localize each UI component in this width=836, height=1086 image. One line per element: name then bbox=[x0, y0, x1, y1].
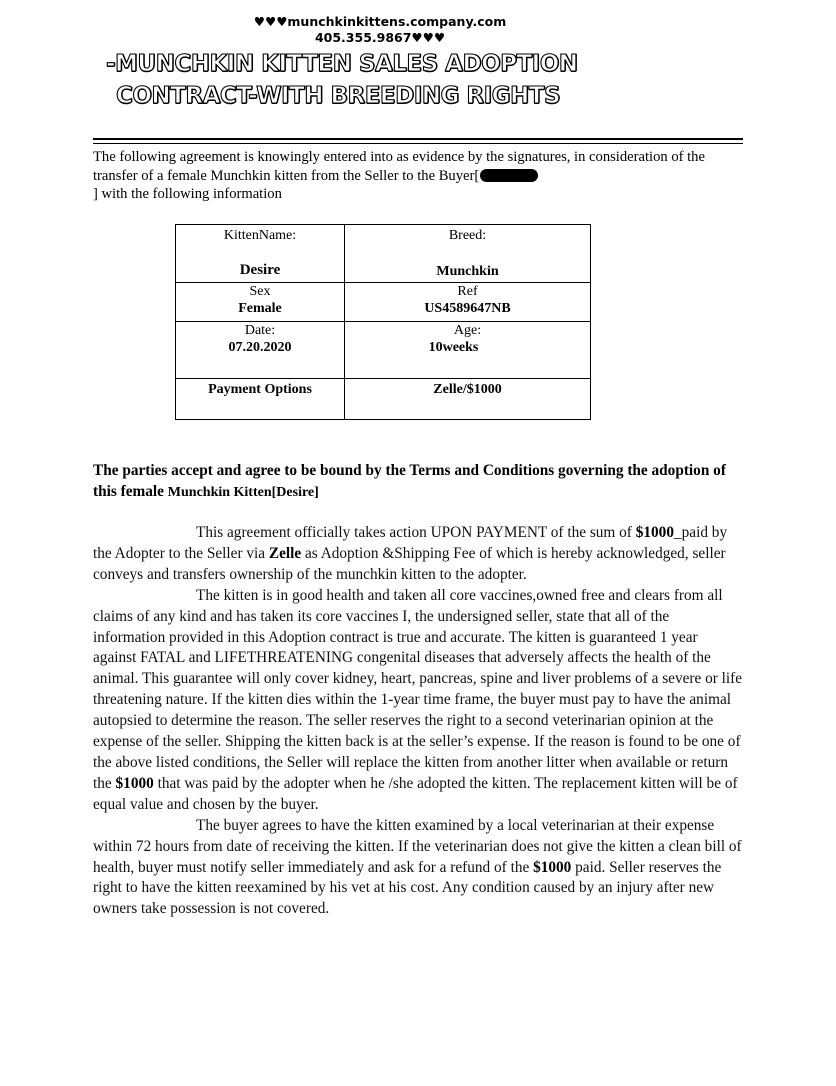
terms-heading bbox=[93, 460, 743, 503]
p3-amount: $1000 bbox=[533, 858, 572, 876]
payment-value-cell bbox=[345, 379, 591, 420]
contract-title bbox=[106, 48, 746, 112]
sex-label: Sex bbox=[249, 284, 271, 299]
p1-amount: $1000 bbox=[635, 524, 674, 541]
payment-label-cell bbox=[176, 379, 345, 420]
ref-value: US4589647NB bbox=[424, 301, 511, 316]
kitten-name-value: Desire bbox=[239, 262, 281, 278]
phone-line: 405.355.9867♥♥♥ bbox=[314, 30, 446, 45]
ref-label: Ref bbox=[457, 284, 478, 299]
breed-cell bbox=[345, 225, 591, 283]
intro-text-a: The following agreement is knowingly entered into as evidence by the signatures, in consideration of the transfer of a female bbox=[93, 149, 705, 184]
paragraph-vet-exam bbox=[93, 816, 743, 921]
table-row bbox=[176, 322, 591, 379]
payment-value: Zelle/$1000 bbox=[433, 382, 502, 397]
p2-text-b: that was paid by the adopter when he /she adopted the kitten. The replacement kitten will be of equal value and chosen by the buyer. bbox=[93, 774, 738, 813]
p3-text-b: paid. Seller reserves the right to have the kitten reexamined by his vet at his cost. Any condition caused by an injury after new owners take possession is not covered. bbox=[93, 858, 722, 918]
website-line: ♥♥♥munchkinkittens.company.com bbox=[253, 14, 507, 29]
date-label: Date: bbox=[244, 323, 276, 338]
breed-value: Munchkin bbox=[436, 264, 499, 279]
title-line-2: CONTRACT-WITH BREEDING RIGHTS bbox=[116, 83, 561, 109]
table-row bbox=[176, 225, 591, 283]
p3-text-a: The buyer agrees to have the kitten examined by a local veterinarian at their expense within 72 hours from date of receiving the kitten. If the veterinarian does not give the kitten a clean bill of health, buyer must notify seller immediately and ask for a refund of the bbox=[93, 816, 742, 876]
table-row bbox=[176, 379, 591, 420]
table-row bbox=[176, 283, 591, 322]
age-cell bbox=[345, 322, 591, 379]
p1-method: Zelle bbox=[268, 544, 302, 562]
paragraph-payment bbox=[93, 523, 743, 586]
title-line-1: -MUNCHKIN KITTEN SALES ADOPTION bbox=[106, 51, 578, 77]
kitten-name-cell bbox=[176, 225, 345, 283]
terms-line-b: Munchkin Kitten[Desire] bbox=[167, 485, 319, 500]
contract-body bbox=[93, 523, 743, 920]
age-value: 10weeks bbox=[428, 340, 479, 355]
p2-amount: $1000 bbox=[115, 774, 154, 792]
p1-text-b: _paid by the Adopter to the Seller via bbox=[93, 524, 728, 562]
kitten-info-table bbox=[175, 224, 591, 420]
age-label: Age: bbox=[453, 323, 482, 338]
intro-paragraph bbox=[93, 148, 743, 204]
terms-line-a: The parties accept and agree to be bound by the Terms and Conditions governing the adoption of this female bbox=[93, 462, 726, 500]
kitten-name-label: KittenName: bbox=[223, 228, 297, 243]
intro-text-c: ] with the following information bbox=[93, 186, 282, 202]
p1-text-c: as Adoption &Shipping Fee of which is hereby acknowledged, seller conveys and transfers ownership of the munchkin kitten to the adopter. bbox=[93, 544, 726, 583]
intro-kitten-type: Munchkin bbox=[210, 167, 271, 184]
date-value: 07.20.2020 bbox=[228, 340, 292, 355]
intro-text-b: kitten from the Seller to the Buyer[ bbox=[270, 167, 480, 184]
p2-text-a: The kitten is in good health and taken all core vaccines,owned free and clears from all claims of any kind and has taken its core vaccines I, the undersigned seller, state that all of the information provided in this Adoption contract is true and accurate. The kitten is guaranteed 1 year against FATAL and LIFETHREATENING congenital diseases that adversely affects the health of the animal. This guarantee will only cover kidney, heart, pancreas, spine and liver problems of a severe or life threatening nature. If the kitten dies within the 1-year time frame, the buyer must pay to have the animal autopsied to determine the reason. The seller reserves the right to a second veterinarian opinion at the expense of the seller. Shipping the kitten back is at the seller’s expense. If the reason is found to be one of the above listed conditions, the Seller will replace the kitten from another litter when available or return the bbox=[93, 586, 743, 792]
double-rule-top bbox=[93, 138, 743, 140]
paragraph-guarantee bbox=[93, 586, 743, 816]
ref-cell bbox=[345, 283, 591, 322]
sex-cell bbox=[176, 283, 345, 322]
sex-value: Female bbox=[238, 301, 282, 316]
breed-label: Breed: bbox=[448, 228, 487, 243]
double-rule-bottom bbox=[93, 143, 743, 144]
date-cell bbox=[176, 322, 345, 379]
redacted-buyer-name bbox=[480, 169, 538, 182]
payment-label: Payment Options bbox=[208, 382, 312, 397]
p1-text-a: This agreement officially takes action UPON PAYMENT of the sum of bbox=[196, 524, 636, 541]
